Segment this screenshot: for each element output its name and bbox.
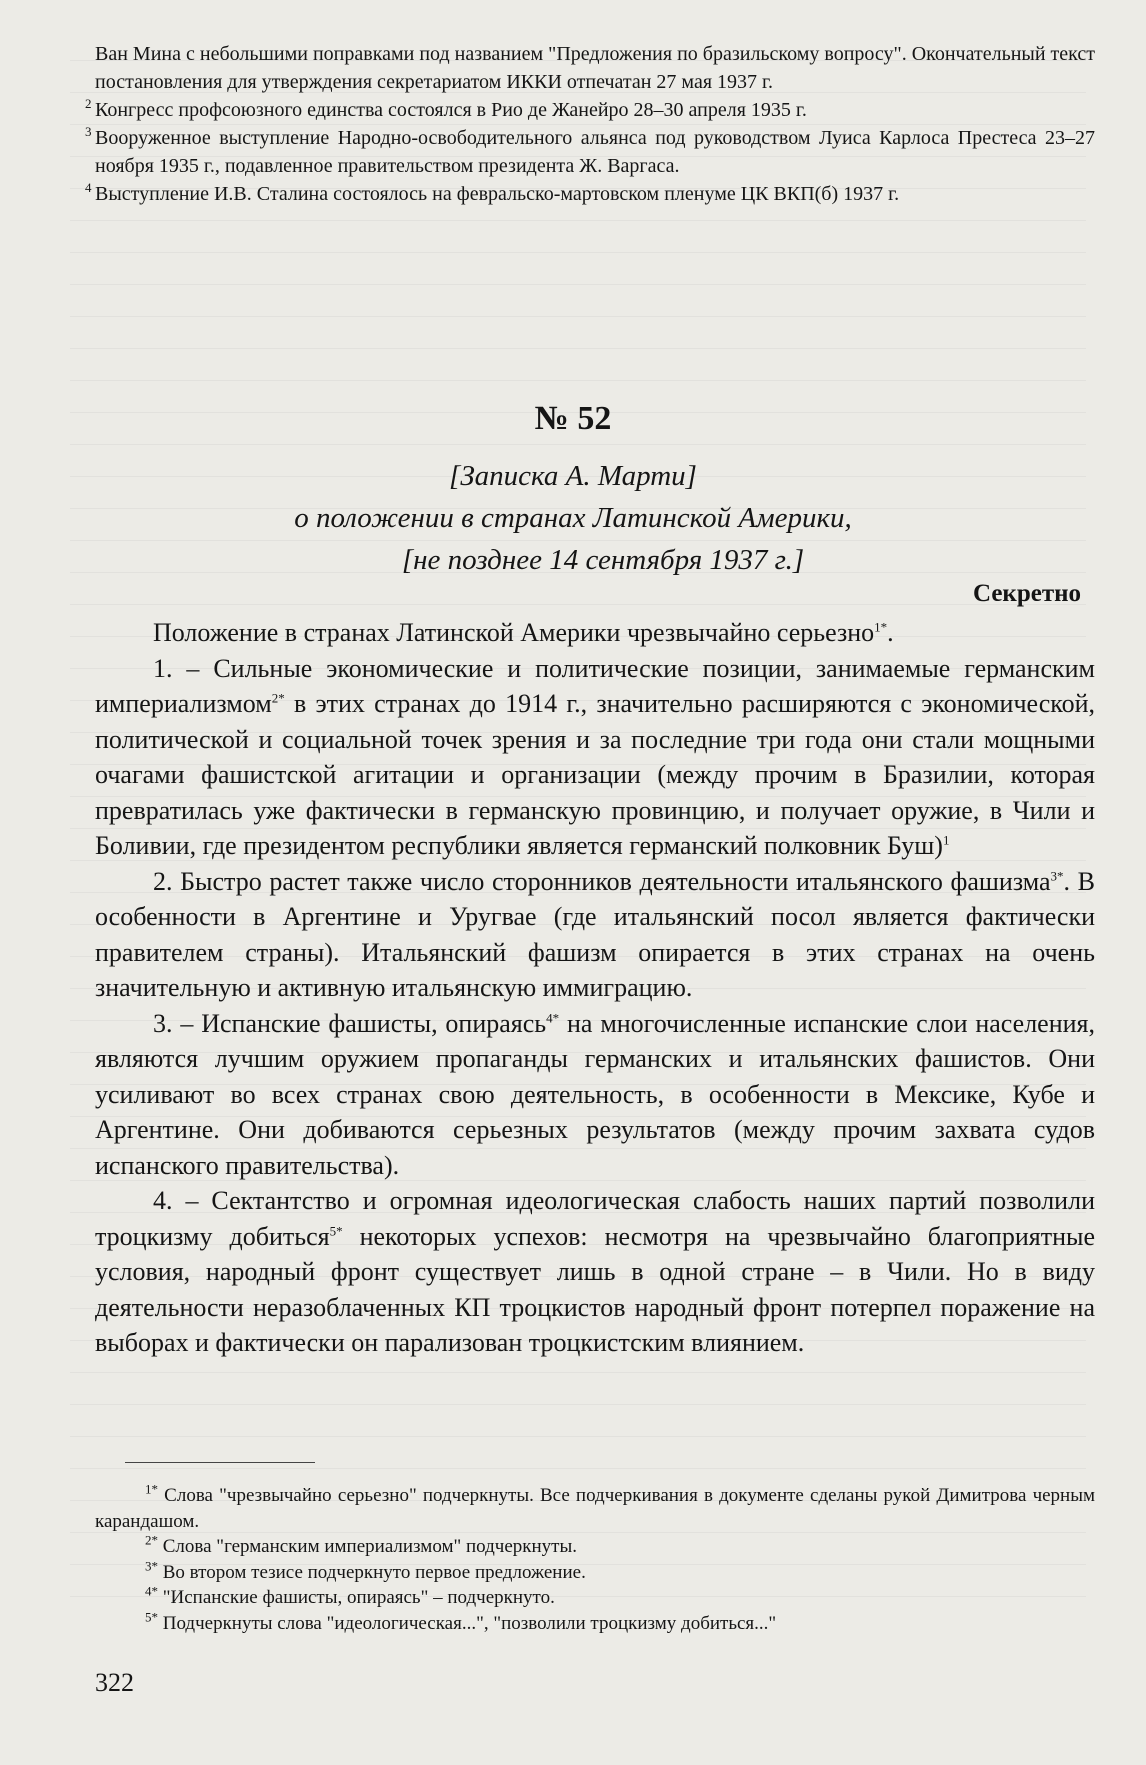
paragraph-4: 4. – Сектантство и огромная идеологическая слабость наших партий позволили троцкизму добиться$^{5*}$ некоторых успехов: несмотря на чрезвычайно благоприятные условия, народный фронт существует лишь в одной стране – в Чили. Но в виду деятельности неразоблаченных КП троцкистов народный фронт потерпел поражение на выборах и фактически он парализован троцкистским влиянием. xyxy=(95,1186,1095,1357)
footnote-2: 2 Конгресс профсоюзного единства состоялся в Рио де Жанейро 28–30 апреля 1935 г. xyxy=(95,96,1095,124)
title-subject: о положении в странах Латинской Америки, xyxy=(294,502,852,534)
paragraph-1: 1. – Сильные экономические и политические позиции, занимаемые германским империализмом$^{2*}$ в этих странах до 1914 г., значительно расширяются с экономической, политической и социальной точек зрения и за последние три года они стали мощными очагами фашистской агитации и организации (между прочим в Бразилии, которая превратилась уже фактически в германскую провинцию, и получает оружие, в Чили и Боливии, где президентом республики является германский полковник Буш)$^1$ xyxy=(95,653,1095,860)
paragraph-3: 3. – Испанские фашисты, опираясь$^{4*}$ на многочисленные испанские слои населения, являются лучшим оружием пропаганды германских и итальянских фашистов. Они усиливают во всех странах свою деятельность, в особенности в Мексике, Кубе и Аргентине. Они добиваются серьезных результатов (между прочим захвата судов испанского правительства). xyxy=(95,1008,1096,1180)
document-title xyxy=(0,455,1146,581)
page-number: 322 xyxy=(95,1668,134,1697)
title-date: [не позднее 14 сентября 1937 г.] xyxy=(401,544,805,576)
footnote-4: 4 Выступление И.В. Сталина состоялось на февральско-мартовском пленуме ЦК ВКП(б) 1937 г. xyxy=(95,180,1095,208)
note-ref: 5* xyxy=(329,1222,343,1238)
paragraph-2: 2. Быстро растет также число сторонников деятельности итальянского фашизма$^{3*}$. В особенности в Аргентине и Уругвае (где итальянский посол является фактически правителем страны). Итальянский фашизм опирается в этих странах на очень значительную и активную итальянскую иммиграцию. xyxy=(95,866,1095,1002)
top-footnotes xyxy=(85,40,1095,208)
endnote-3: $^{3*}$ Во втором тезисе подчеркнуто первое предложение. xyxy=(145,1558,586,1583)
note-ref: 1* xyxy=(874,619,888,635)
note-ref: 2* xyxy=(271,690,285,706)
footnote-continuation: Ван Мина с небольшими поправками под названием "Предложения по бразильскому вопросу". Окончательный текст постановления для утверждения секретариатом ИККИ отпечатан 27 мая 1937 г. xyxy=(95,43,1095,93)
footnote-2-number: 2 xyxy=(85,96,92,111)
footnote-3-number: 3 xyxy=(85,124,92,139)
note-ref: 1 xyxy=(942,832,950,848)
note-ref: 3* xyxy=(1050,867,1064,883)
footnote-divider xyxy=(125,1462,315,1463)
footnote-4-number: 4 xyxy=(85,180,92,195)
document-notes xyxy=(95,1483,1095,1636)
endnote-5: $^{5*}$ Подчеркнуты слова "идеологическая...", "позволили троцкизму добиться..." xyxy=(145,1609,777,1634)
document-number: № 52 xyxy=(534,400,612,437)
footnote-3: 3 Вооруженное выступление Народно-освободительного альянса под руководством Луиса Карлоса Престеса 23–27 ноября 1935 г., подавленное правительством президента Ж. Варгаса. xyxy=(95,124,1095,180)
note-ref: 4* xyxy=(546,1009,560,1025)
title-author: [Записка А. Марти] xyxy=(449,460,697,492)
endnote-4: $^{4*}$ "Испанские фашисты, опираясь" – подчеркнуто. xyxy=(145,1583,555,1608)
classification-stamp: Секретно xyxy=(972,580,1081,607)
document-body xyxy=(95,615,1095,1361)
endnote-1: $^{1*}$ Слова "чрезвычайно серьезно" подчеркнуты. Все подчеркивания в документе сделаны рукой Димитрова черным карандашом. xyxy=(95,1481,1096,1532)
paragraph-intro: Положение в странах Латинской Америки чрезвычайно серьезно$^{1*}$. xyxy=(153,618,894,647)
endnote-2: $^{2*}$ Слова "германским империализмом" подчеркнуты. xyxy=(145,1532,577,1557)
